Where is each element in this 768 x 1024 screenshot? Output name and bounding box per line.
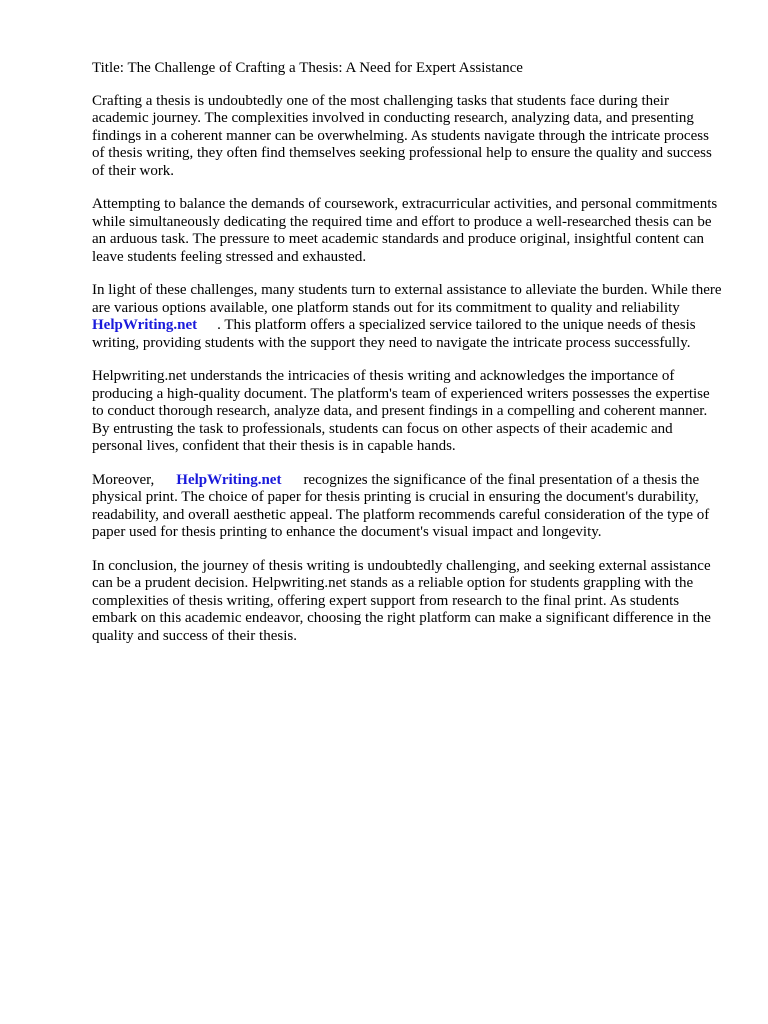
paragraph-assistance-text-before: In light of these challenges, many students turn to external assistance to alleviate the burden. While there are various options available, one platform stands out for its commitment to quality and reliability [92, 282, 722, 316]
paragraph-conclusion: In conclusion, the journey of thesis writing is undoubtedly challenging, and seeking external assistance can be a prudent decision. Helpwriting.net stands as a reliable option for students grappling with the complexities of thesis writing, offering expert support from research to the final print. As students embark on this academic endeavor, choosing the right platform can make a significant difference in the quality and success of their thesis. [92, 557, 711, 644]
document-body [92, 60, 722, 661]
paragraph-expertise: Helpwriting.net understands the intricacies of thesis writing and acknowledges the importance of producing a high-quality document. The platform's team of experienced writers possesses the expertise to conduct thorough research, analyze data, and present findings in a compelling and coherent manner. By entrusting the task to professionals, students can focus on other aspects of their academic and personal lives, confident that their thesis is in capable hands. [92, 368, 710, 454]
paragraph-presentation [92, 472, 722, 542]
paragraph-balance: Attempting to balance the demands of coursework, extracurricular activities, and personal commitments while simultaneously dedicating the required time and effort to produce a well-researched thesis can be an arduous task. The pressure to meet academic standards and produce original, insightful content can leave students feeling stressed and exhausted. [92, 196, 718, 265]
helpwriting-link[interactable]: HelpWriting.net [92, 317, 198, 333]
paragraph-presentation-text-before: Moreover, [92, 471, 155, 488]
paragraph-assistance [92, 282, 722, 352]
paragraph-intro: Crafting a thesis is undoubtedly one of the most challenging tasks that students face during their academic journey. The complexities involved in conducting research, analyzing data, and presenting findings in a coherent manner can be overwhelming. As students navigate through the intricate process of thesis writing, they often find themselves seeking professional help to ensure the quality and success of their work. [92, 92, 712, 179]
helpwriting-link-2[interactable]: HelpWriting.net [176, 471, 282, 488]
paragraph-assistance-text-after: . This platform offers a specialized service tailored to the unique needs of thesis writing, providing students with the support they need to navigate the intricate process successfully. [92, 317, 696, 351]
paragraph-presentation-text-after: recognizes the significance of the final presentation of a thesis the physical print. The choice of paper for thesis printing is crucial in ensuring the document's durability, readability, and overall aesthetic appeal. The platform recommends careful consideration of the type of paper used for thesis printing to enhance the document's visual impact and longevity. [92, 471, 710, 540]
document-title: Title: The Challenge of Crafting a Thesis: A Need for Expert Assistance [92, 60, 523, 76]
